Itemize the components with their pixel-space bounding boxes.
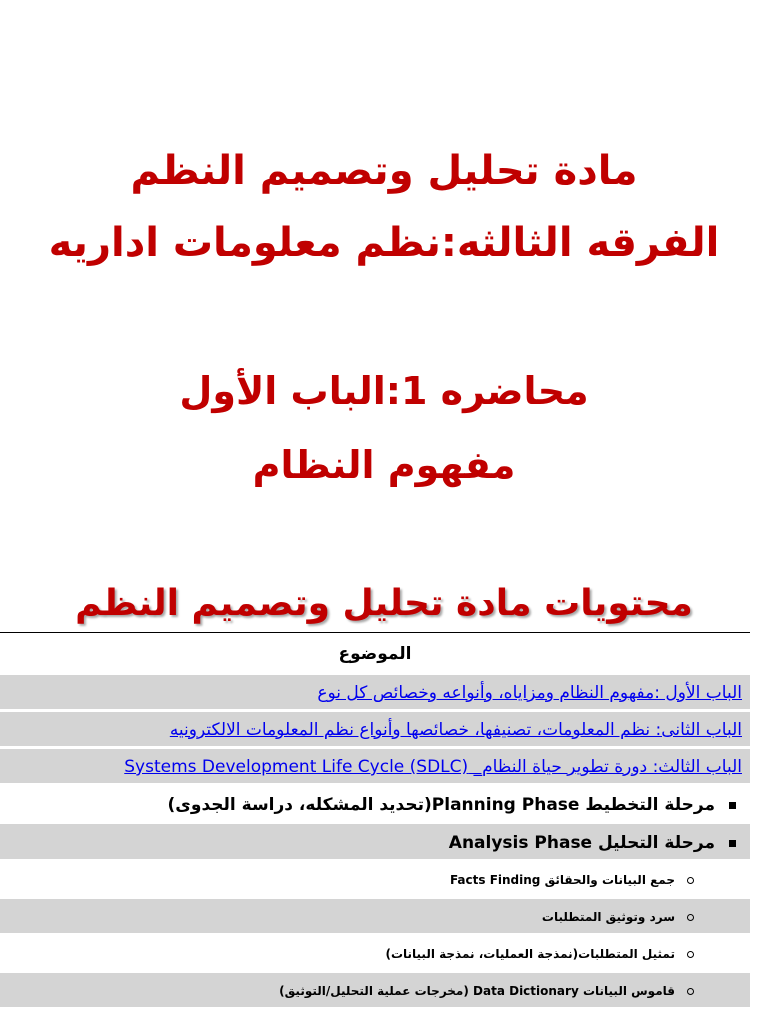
analysis-phase-label: مرحلة التحليل Analysis Phase	[448, 833, 715, 853]
table-row	[0, 936, 750, 973]
chapter-1-link[interactable]: الباب الأول :مفهوم النظام ومزاياه، وأنواعه وخصائص كل نوع	[317, 683, 742, 703]
chapter-2-link[interactable]: الباب الثانى: نظم المعلومات، تصنيفها، خصائصها وأنواع نظم المعلومات الالكترونيه	[169, 720, 742, 740]
lecture-title: محاضره 1:الباب الأول	[179, 369, 589, 413]
circle-bullet-icon	[687, 951, 694, 958]
table-row	[0, 675, 750, 712]
square-bullet-icon	[729, 802, 736, 809]
requirements-documentation-label: سرد وتوثيق المتطلبات	[541, 910, 675, 924]
chapter-3-link[interactable]: الباب الثالث: دورة تطوير حياة النظام_ Systems Development Life Cycle (SDLC)	[124, 757, 742, 777]
table-row	[0, 899, 750, 936]
contents-table	[0, 632, 750, 1010]
circle-bullet-icon	[687, 988, 694, 995]
table-header	[0, 633, 750, 675]
table-row	[0, 862, 750, 899]
table-row	[0, 786, 750, 824]
requirements-modeling-label: تمثيل المتطلبات(نمذجة العمليات، نمذجة البيانات)	[385, 947, 675, 961]
table-row	[0, 973, 750, 1010]
table-row	[0, 712, 750, 749]
contents-heading: محتويات مادة تحليل وتصميم النظم	[75, 583, 693, 624]
square-bullet-icon	[729, 840, 736, 847]
circle-bullet-icon	[687, 877, 694, 884]
lecture-topic: مفهوم النظام	[252, 443, 516, 487]
table-row	[0, 749, 750, 786]
table-header-label: الموضوع	[338, 644, 412, 664]
circle-bullet-icon	[687, 914, 694, 921]
data-dictionary-label: قاموس البيانات Data Dictionary (مخرجات عملية التحليل/التوثيق)	[279, 984, 675, 998]
facts-finding-label: جمع البيانات والحقائق Facts Finding	[449, 873, 675, 887]
course-title: مادة تحليل وتصميم النظم	[130, 148, 638, 194]
planning-phase-label: مرحلة التخطيط Planning Phase(تحديد المشكله، دراسة الجدوى)	[167, 795, 715, 815]
table-row	[0, 824, 750, 862]
course-subtitle: الفرقه الثالثه:نظم معلومات اداريه	[48, 220, 720, 266]
